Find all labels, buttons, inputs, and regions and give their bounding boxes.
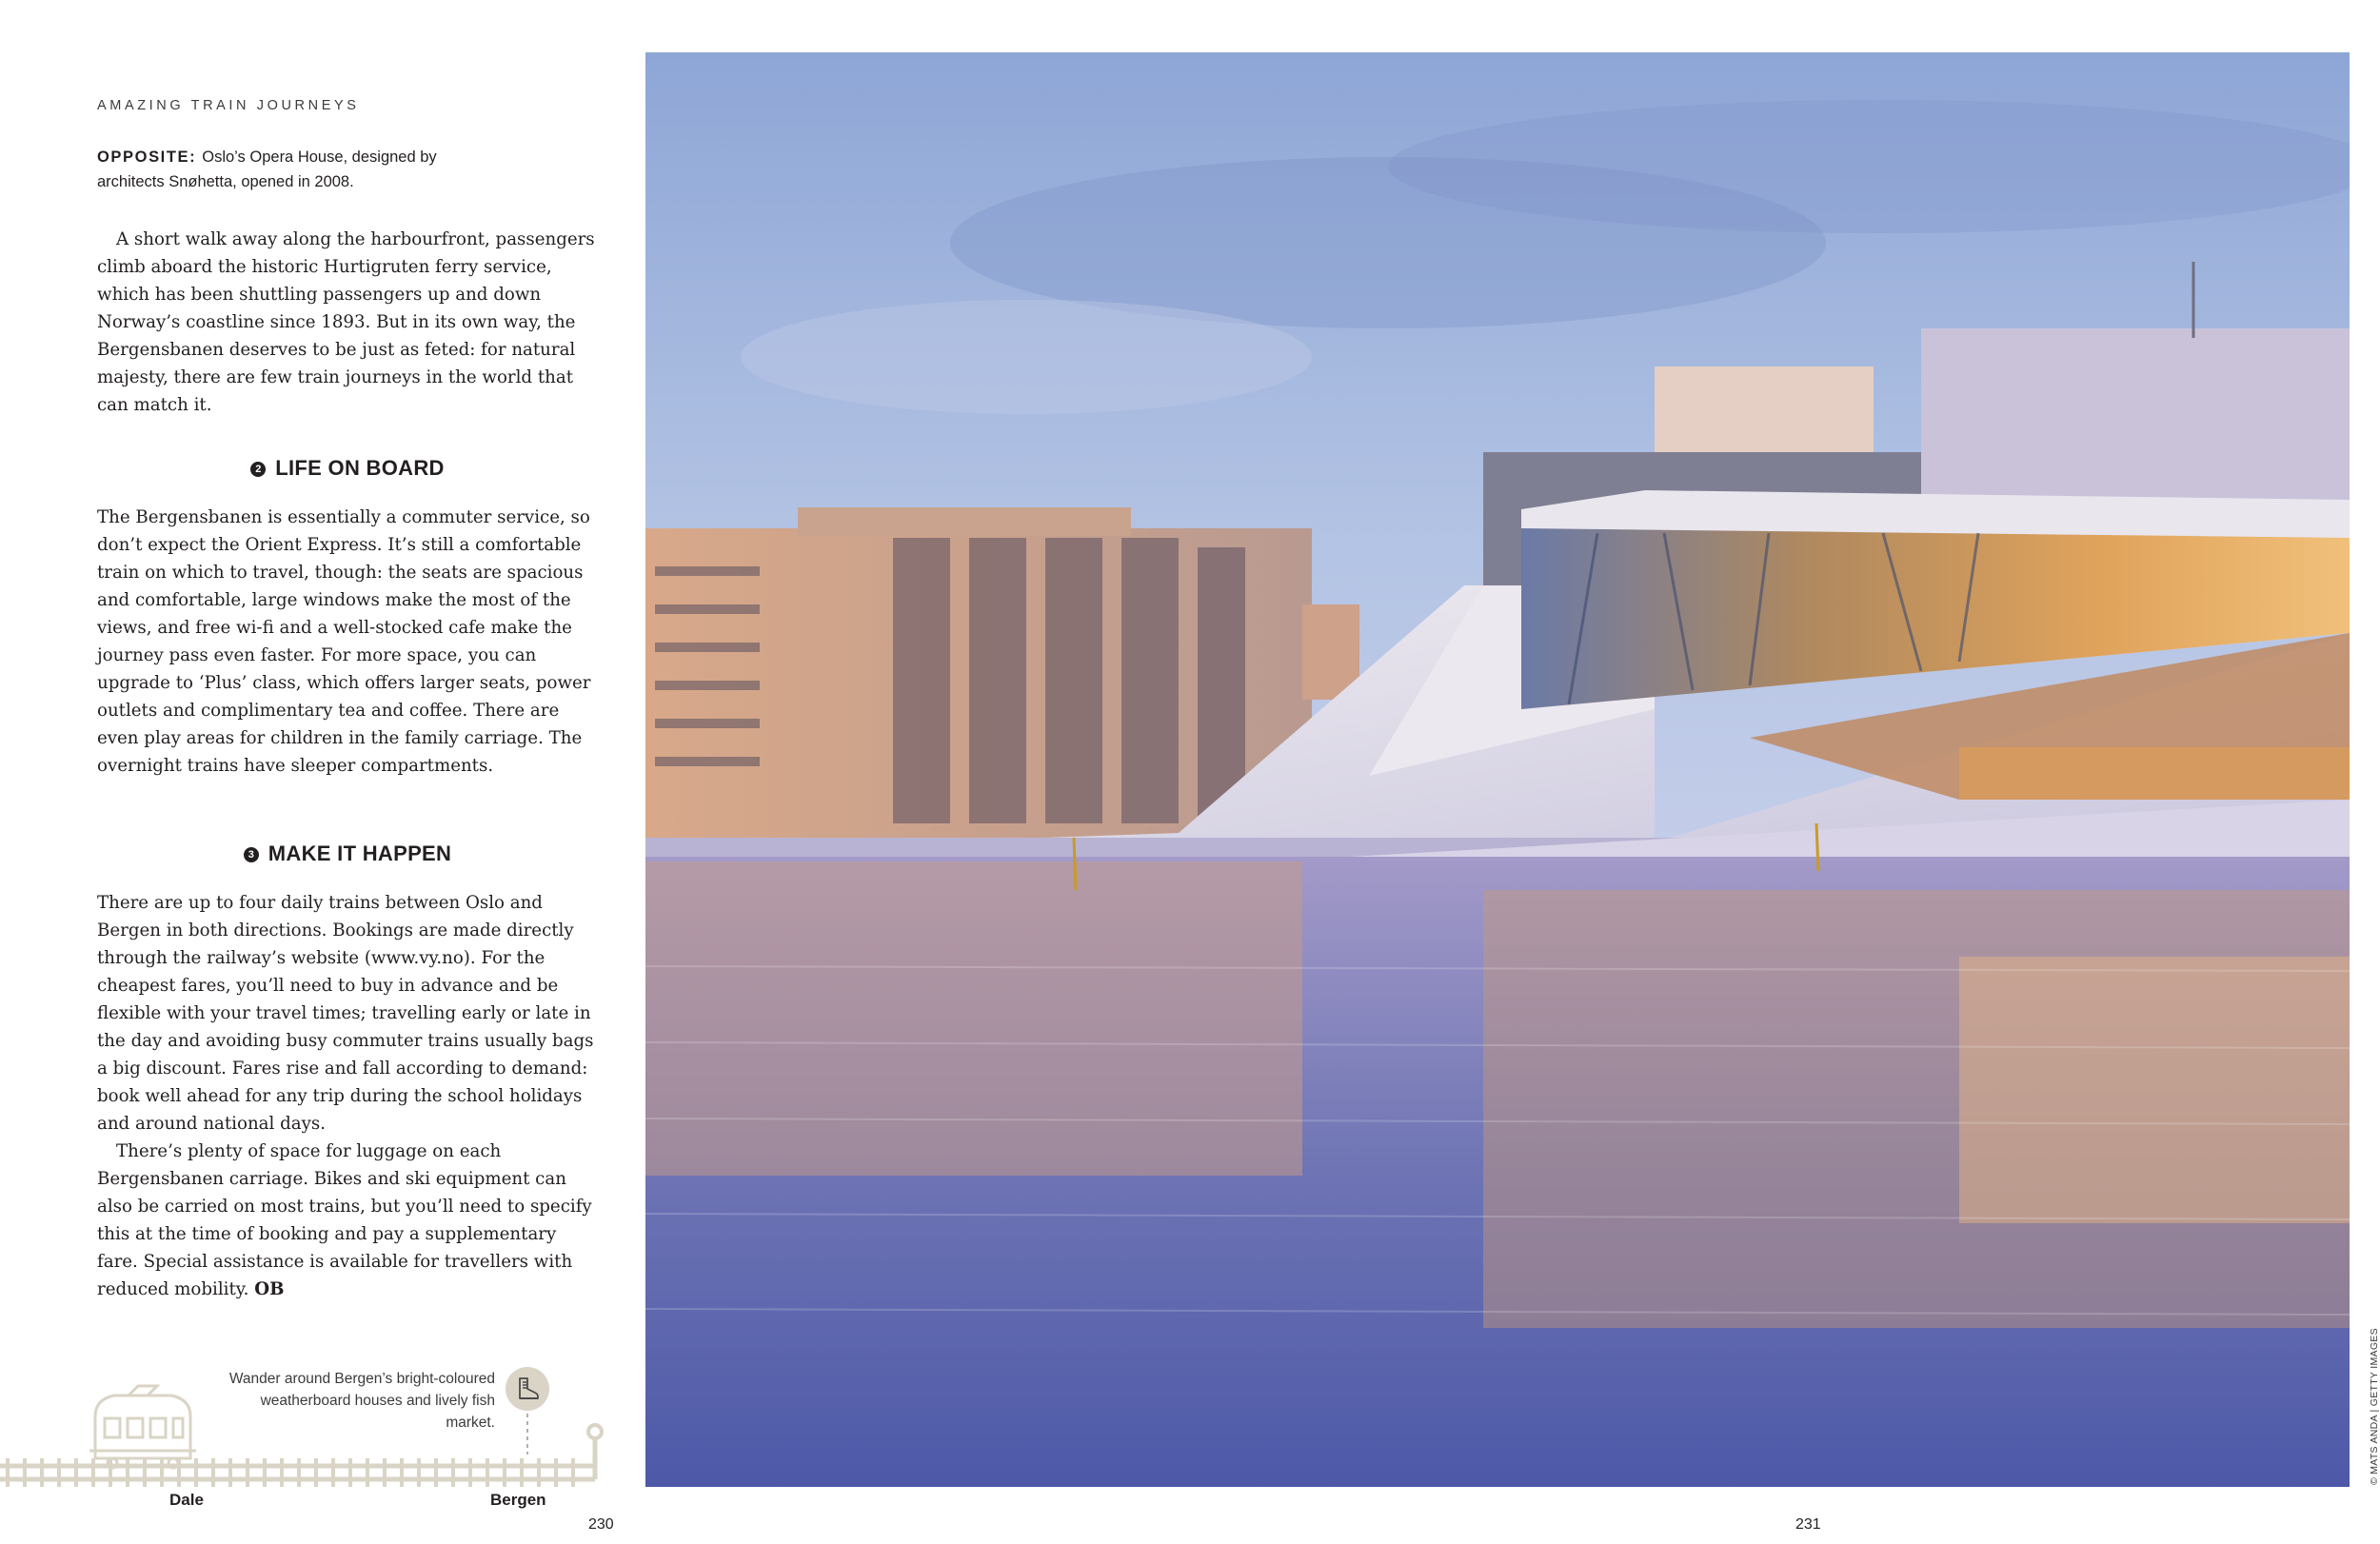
make-it-happen-paragraph-1: There are up to four daily trains between Oslo and Bergen in both directions. Bookings are made directly through the railway’s website (www.vy.no). For the cheapest fares, you’ll need to buy in advance and be flexible with your travel times; travelling early or late in the day and avoiding busy commuter trains usually bags a big discount. Fares rise and fall according to demand: book well ahead for any trip during the school holidays and around national days. xyxy=(97,893,594,1134)
station-label-bergen: Bergen xyxy=(490,1491,546,1509)
make-it-happen-text xyxy=(97,889,598,1303)
section-heading-make-it-happen xyxy=(97,841,598,866)
page-number-right: 231 xyxy=(1795,1516,1821,1533)
make-it-happen-paragraph-2-text: There’s plenty of space for luggage on each Bergensbanen carriage. Bikes and ski equipment can also be carried on most trains, but you’ll need to specify this at the time of booking and pay a supplementary fare. Special assistance is available for travellers with reduced mobility. xyxy=(97,1141,592,1299)
photo-credit: © MATS ANDA | GETTY IMAGES xyxy=(2369,1328,2380,1485)
opera-house-illustration xyxy=(645,52,2350,1487)
section-number-badge: 2 xyxy=(250,462,266,477)
railway-route-strip xyxy=(0,1371,640,1490)
route-end-marker xyxy=(588,1425,602,1438)
intro-paragraph-block xyxy=(97,226,598,419)
caption-text: Oslo’s Opera House, designed by architects Snøhetta, opened in 2008. xyxy=(97,148,437,190)
photo-caption xyxy=(97,145,497,194)
opera-house-photo xyxy=(645,52,2350,1487)
intro-paragraph: A short walk away along the harbourfront, passengers climb aboard the historic Hurtigruten ferry service, which has been shuttling passengers up and down Norway’s coastline since 1893. But in its own way, the Bergensbanen deserves to be just as feted: for natural majesty, there are few train journeys in the world that can match it. xyxy=(97,229,595,415)
train-icon xyxy=(89,1386,196,1468)
running-head: AMAZING TRAIN JOURNEYS xyxy=(97,98,360,113)
route-note: Wander around Bergen’s bright-coloured weatherboard houses and lively fish market. xyxy=(228,1371,495,1431)
railway-track xyxy=(0,1458,595,1487)
make-it-happen-paragraph-2 xyxy=(97,1138,598,1303)
life-on-board-text xyxy=(97,504,598,780)
section-heading-text: MAKE IT HAPPEN xyxy=(268,841,452,865)
caption-label: OPPOSITE: xyxy=(97,148,197,166)
section-number-badge: 3 xyxy=(244,847,259,862)
life-on-board-paragraph: The Bergensbanen is essentially a commuter service, so don’t expect the Orient Express. It’s still a comfortable train on which to travel, though: the seats are spacious and comfortable, large windows make the most of the views, and free wi-fi and a well-stocked cafe make the journey pass even faster. For more space, you can upgrade to ‘Plus’ class, which offers larger seats, power outlets and complimentary tea and coffee. There are even play areas for children in the family carriage. The overnight trains have sleeper compartments. xyxy=(97,507,591,776)
section-heading-text: LIFE ON BOARD xyxy=(275,456,445,480)
author-byline: OB xyxy=(254,1279,285,1299)
section-heading-life-on-board xyxy=(97,456,598,481)
station-label-dale: Dale xyxy=(169,1491,204,1509)
left-page xyxy=(0,0,640,1544)
page-number-left: 230 xyxy=(588,1516,614,1533)
